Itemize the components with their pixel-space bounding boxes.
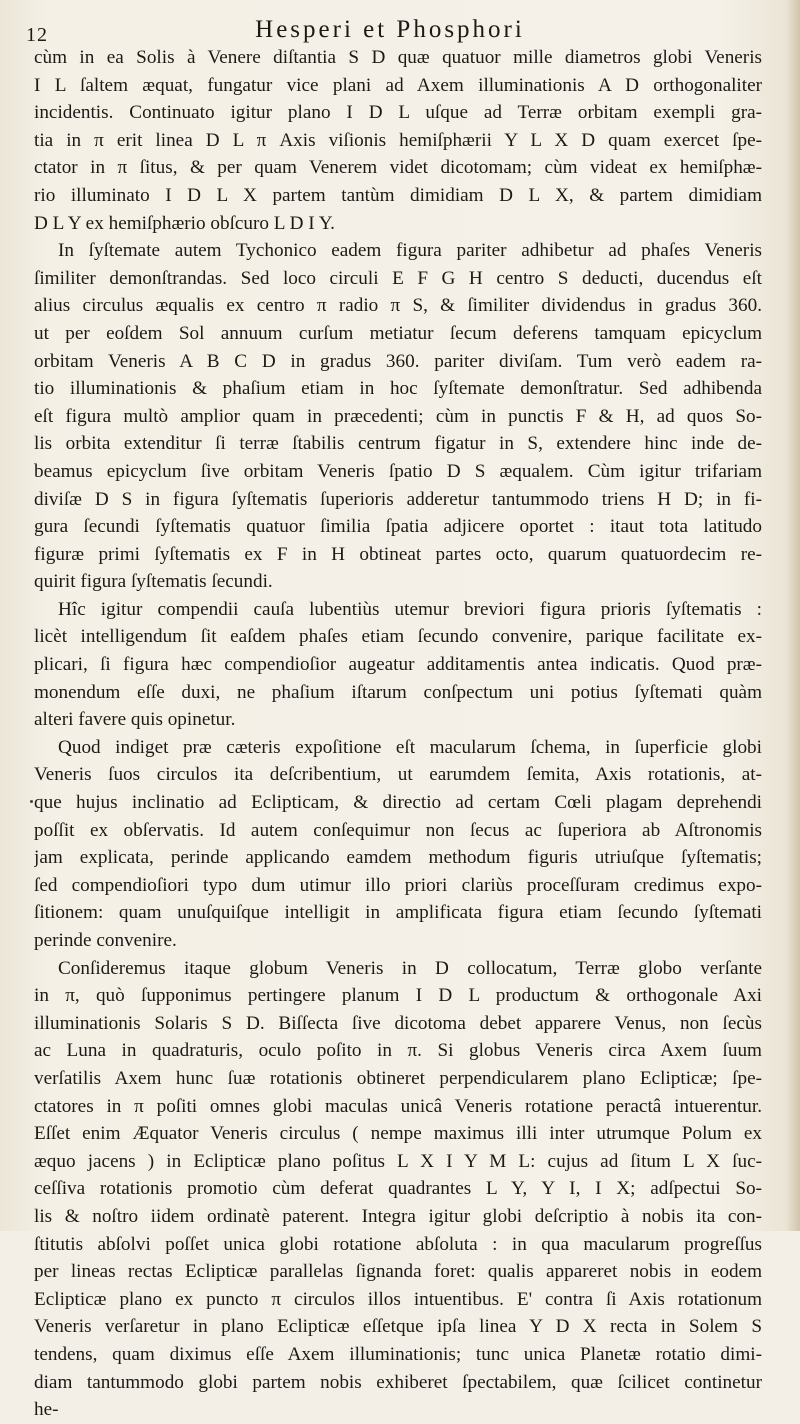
text-line: ut per eoſdem Sol annuum curſum metiatur ſecum deferens tamquam epicyclum — [34, 322, 762, 344]
paragraph — [34, 596, 762, 734]
text-line: orbitam Veneris A B C D in gradus 360. pariter diviſam. Tum verò eadem ra- — [34, 350, 762, 372]
text-line: illuminationis Solaris S D. Biſſecta ſive dicotoma debet apparere Venus, non ſecùs — [34, 1012, 762, 1034]
paragraph — [34, 44, 762, 237]
text-line: lis orbita extenditur ſi terræ ſtabilis centrum figatur in S, extendere hinc inde de- — [34, 433, 762, 455]
text-line: Conſideremus itaque globum Veneris in D collocatum, Terræ globo verſante — [58, 957, 762, 979]
page-header — [20, 10, 780, 44]
text-line: ſimiliter demonſtrandas. Sed loco circuli E F G H centro S deducti, ducendus eſt — [34, 267, 762, 289]
text-line: alius circulus æqualis ex centro π radio π S, & ſimiliter dividendus in gradus 360. — [34, 295, 762, 317]
text-line: incidentis. Continuato igitur plano I D L uſque ad Terræ orbitam exempli gra- — [34, 102, 762, 124]
text-line: æquo jacens ) in Eclipticæ plano poſitus L X I Y M L: cujus ad ſitum L X ſuc- — [34, 1150, 762, 1172]
margin-mark — [30, 800, 33, 803]
text-line: tio illuminationis & phaſium etiam in hoc ſyſtemate demonſtratur. Sed adhibenda — [34, 378, 762, 400]
text-line: licèt intelligendum ſit eaſdem phaſes etiam ſecundo convenire, parique facilitate ex- — [34, 626, 762, 648]
text-line: tia in π erit linea D L π Axis viſionis hemiſphærii Y L X D quam exercet ſpe- — [34, 129, 762, 151]
text-line: Veneris ſuos circulos ita deſcribentium, ut earumdem ſemita, Axis rotationis, at- — [34, 764, 762, 786]
text-line: ac Luna in quadraturis, oculo poſito in π. Si globus Veneris circa Axem ſuum — [34, 1040, 762, 1062]
text-line: ſtitutis abſolvi poſſet unica globi rotatione abſoluta : in qua macularum progreſſus — [34, 1233, 762, 1255]
text-line: rio illuminato I D L X partem tantùm dimidiam D L X, & partem dimidiam — [34, 184, 762, 206]
text-line: ctatores in π poſiti omnes globi maculas unicâ Veneris rotatione peractâ intuerentur. — [34, 1095, 762, 1117]
text-line: ſitionem: quam unuſquiſque intelligit in amplificata figura etiam ſecundo ſyſtemati — [34, 902, 762, 924]
text-line: poſſit ex obſervatis. Id autem conſequimur non ſecus ac ſuperiora ab Aſtronomis — [34, 819, 762, 841]
text-line: in π, quò ſupponimus pertingere planum I D L productum & orthogonale Axi — [34, 985, 762, 1007]
page-edge-shadow — [786, 0, 800, 1231]
running-title: Hesperi et Phosphori — [255, 16, 525, 43]
text-line: eſt figura multò amplior quam in præcedenti; cùm in punctis F & H, ad quos So- — [34, 405, 762, 427]
text-line: beamus epicyclum ſive orbitam Veneris ſpatio D S æqualem. Cùm igitur trifariam — [34, 460, 762, 482]
paragraph — [34, 734, 762, 955]
text-line: ſed compendioſiori typo dum utimur illo priori clariùs proceſſuram credimus expo- — [34, 874, 762, 896]
text-line: per lineas rectas Eclipticæ parallelas ſignanda foret: qualis appareret nobis in eodem — [34, 1261, 762, 1283]
text-line: que hujus inclinatio ad Eclipticam, & directio ad certam Cœli plagam deprehendi — [34, 792, 762, 814]
text-line: In ſyſtemate autem Tychonico eadem figura pariter adhibetur ad phaſes Veneris — [58, 240, 762, 262]
text-line: alteri favere quis opinetur. — [34, 709, 236, 731]
text-line: diviſæ D S in figura ſyſtematis ſuperioris adderetur tantummodo triens H D; in fi- — [34, 488, 762, 510]
text-line: gura ſecundi ſyſtematis quatuor ſimilia ſpatia adjicere oportet : itaut tota latitudo — [34, 516, 762, 538]
text-line: perinde convenire. — [34, 930, 177, 951]
text-line: Eclipticæ plano ex puncto π circulos illos intuentibus. E' contra ſi Axis rotationum — [34, 1288, 762, 1310]
text-line: monendum eſſe duxi, ne phaſium iſtarum conſpectum uni potius ſyſtemati quàm — [34, 681, 762, 703]
text-line: diam tantummodo globi partem nobis exhiberet ſpectabilem, quæ ſcilicet continetur — [34, 1371, 762, 1393]
body-text — [34, 44, 762, 1424]
paragraph — [34, 955, 762, 1424]
text-line: Hîc igitur compendii cauſa lubentiùs utemur breviori figura prioris ſyſtematis : — [58, 598, 762, 620]
text-line: cùm in ea Solis à Venere diſtantia S D quæ quatuor mille diametros globi Veneris — [34, 47, 762, 68]
text-line: D L Y ex hemiſphærio obſcuro L D I Y. — [34, 212, 335, 234]
page-number: 12 — [26, 24, 48, 46]
text-line: ceſſiva rotationis promotio cùm deferat quadrantes L Y, Y I, I X; adſpectui So- — [34, 1178, 762, 1200]
text-line: jam explicata, perinde applicando eamdem methodum figuris utriuſque ſyſtematis; — [34, 847, 762, 869]
text-line: verſatilis Axem hunc ſuæ rotationis obtineret perpendicularem plano Eclipticæ; ſpe- — [34, 1067, 762, 1089]
text-line: Veneris verſaretur in plano Eclipticæ eſſetque ipſa linea Y D X recta in Solem S — [34, 1316, 762, 1338]
text-line: ctator in π ſitus, & per quam Venerem videt dicotomam; cùm videat ex hemiſphæ- — [34, 157, 762, 179]
text-line: lis & noſtro iidem ordinatè paterent. Integra igitur globi deſcriptio à nobis ita con- — [34, 1205, 762, 1227]
text-line: quirit figura ſyſtematis ſecundi. — [34, 571, 273, 593]
text-line: I L ſaltem æquat, fungatur vice plani ad Axem illuminationis A D orthogonaliter — [34, 74, 762, 96]
text-line: Quod indiget præ cæteris expoſitione eſt macularum ſchema, in ſuperficie globi — [58, 736, 762, 758]
text-line: plicari, ſi figura hæc compendioſior augeatur additamentis antea indicatis. Quod præ- — [34, 654, 762, 676]
text-line: Eſſet enim Æquator Veneris circulus ( nempe maximus illi inter utrumque Polum ex — [34, 1123, 762, 1145]
paragraph — [34, 237, 762, 596]
text-line: he- — [34, 1399, 59, 1421]
text-line: tendens, quam diximus eſſe Axem illuminationis; tunc unica Planetæ rotatio dimi- — [34, 1343, 762, 1365]
text-line: figuræ primi ſyſtematis ex F in H obtineat partes octo, quarum quatuordecim re- — [34, 543, 762, 565]
